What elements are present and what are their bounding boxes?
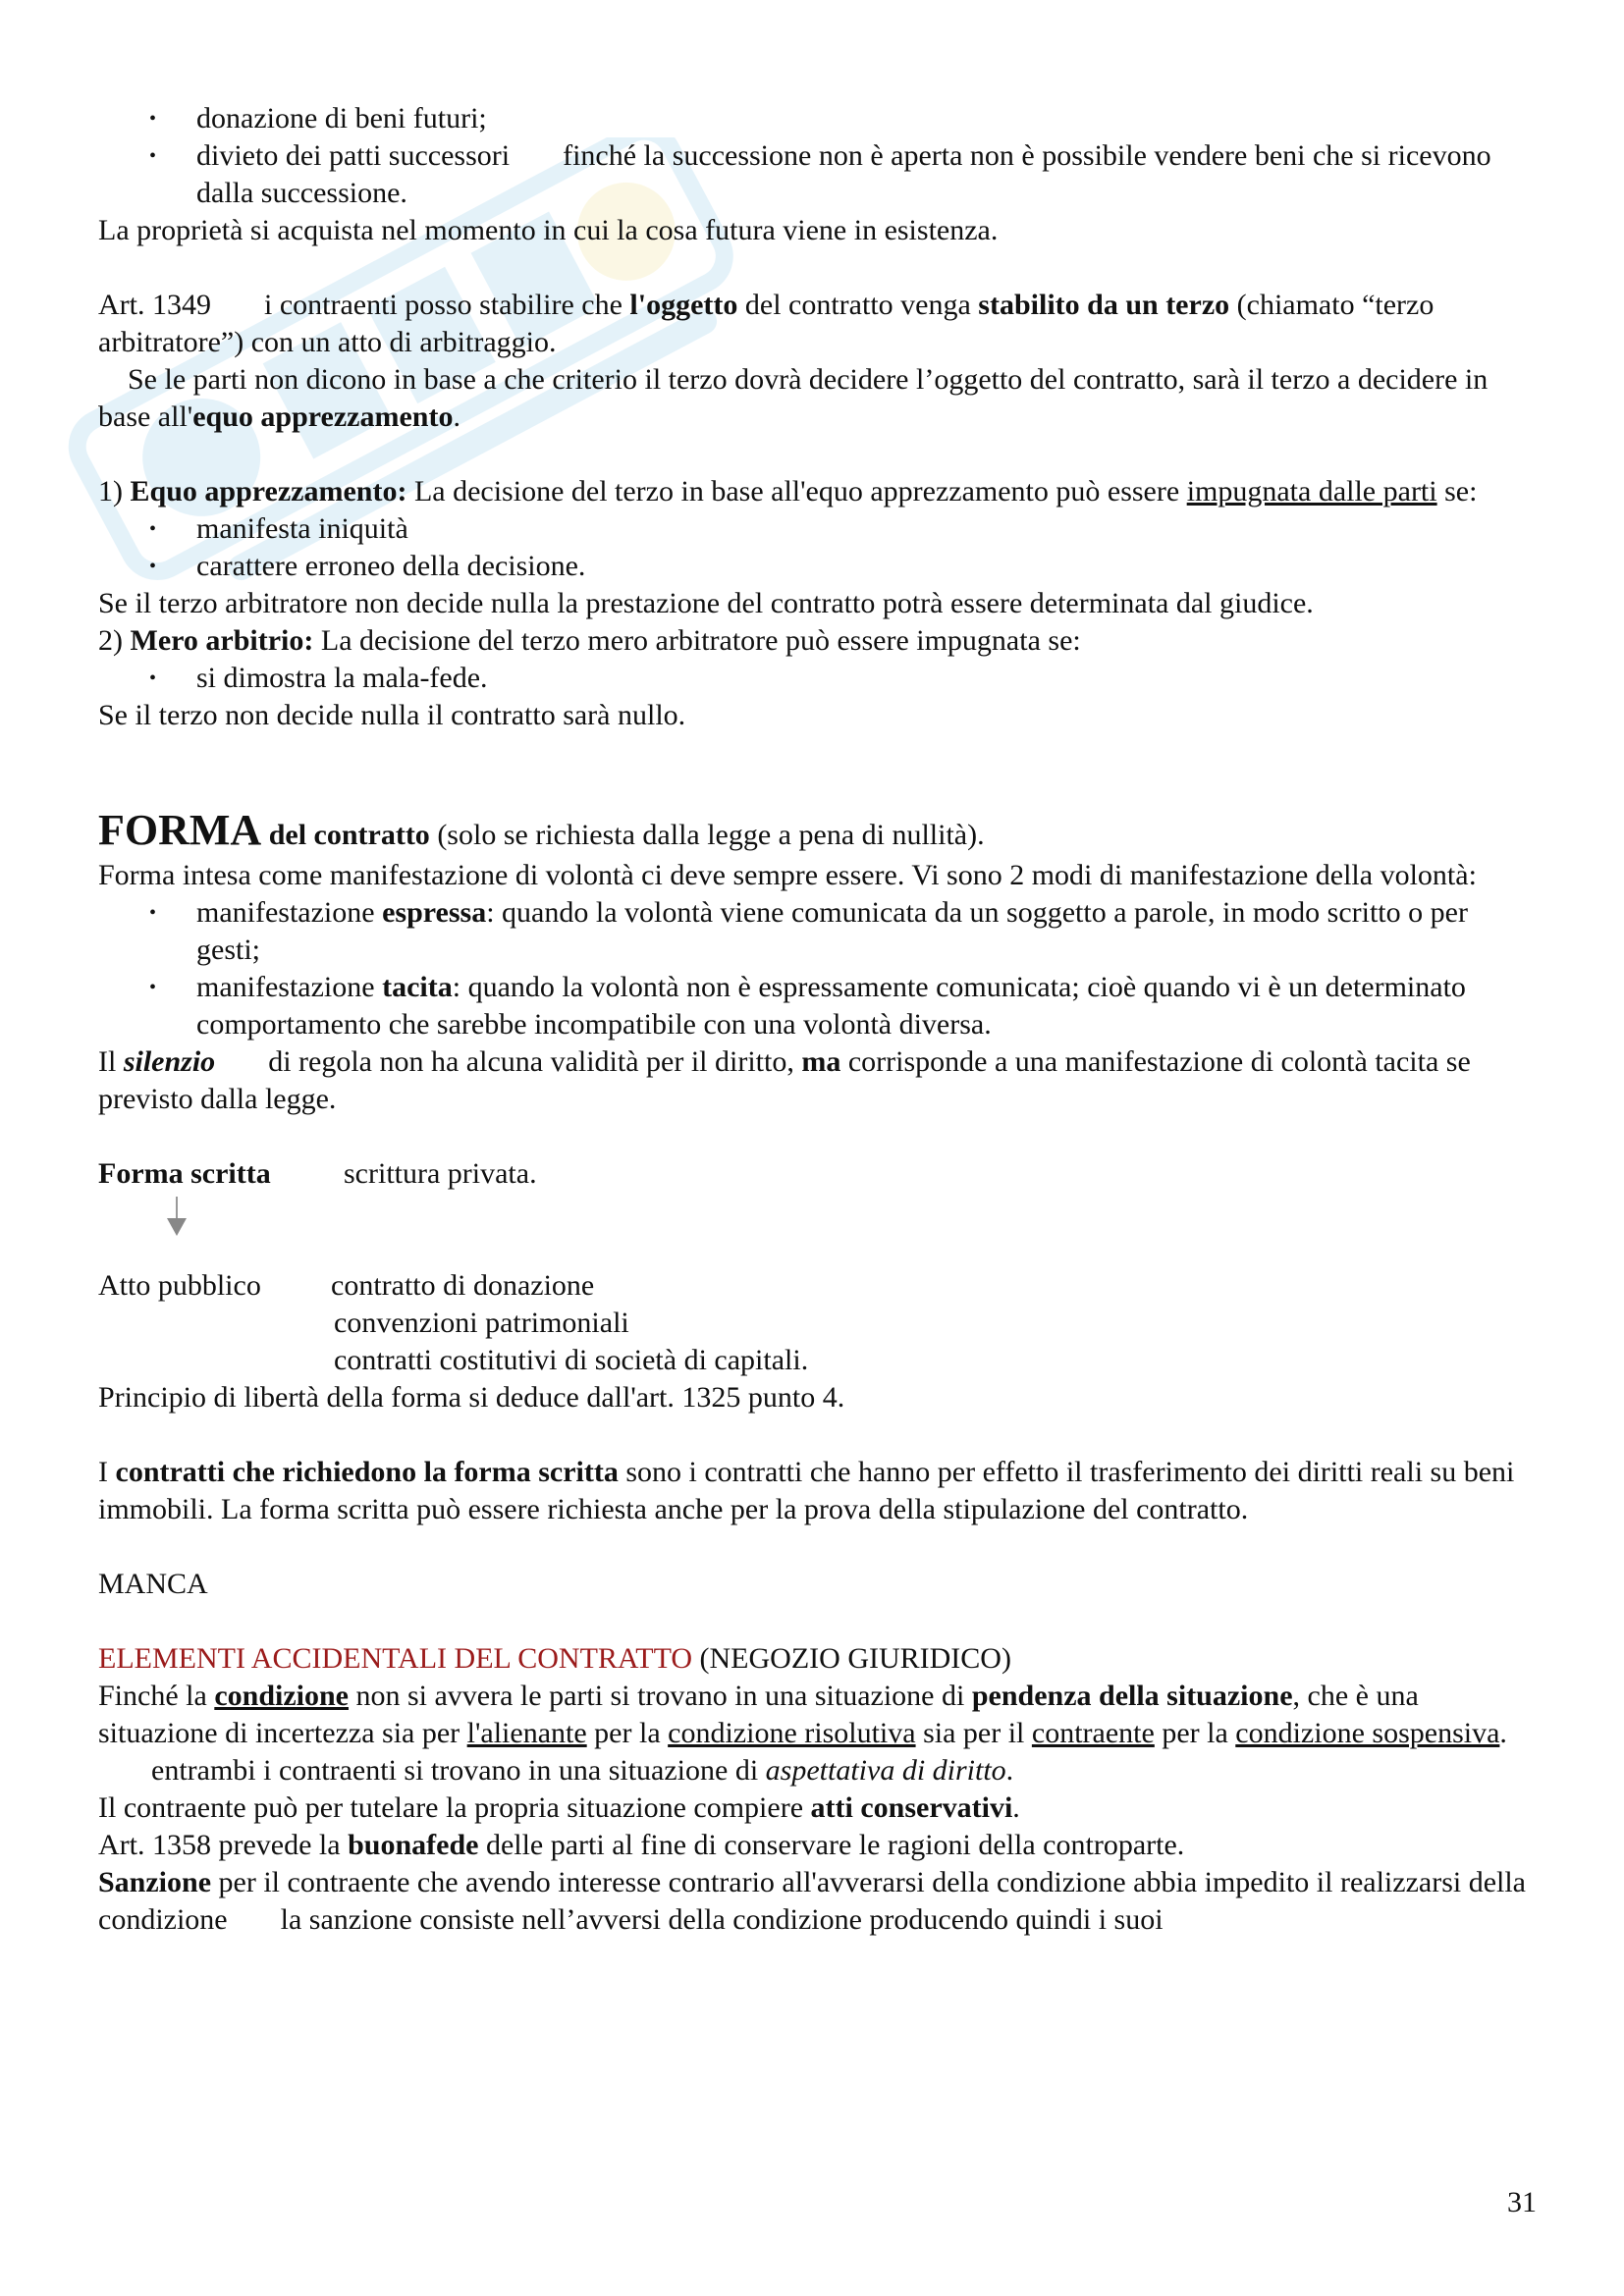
mero-paragraph: 2) Mero arbitrio: La decisione del terzo mero arbitratore può essere impugnata se: [98, 624, 1081, 657]
list-item: • divieto dei patti successori finché la successione non è aperta non è possibile vendere beni che si ricevono dalla successione. [98, 137, 1532, 212]
equo-after-paragraph: Se il terzo arbitratore non decide nulla la prestazione del contratto potrà essere determinata dal giudice. [98, 587, 1314, 619]
list-item: • donazione di beni futuri; [98, 100, 1532, 137]
list-item: • carattere erroneo della decisione. [98, 548, 1532, 585]
elementi-paragraph-2: Il contraente può per tutelare la propria situazione compiere atti conservativi. [98, 1791, 1020, 1824]
forma-bullet-list [98, 894, 1532, 1043]
list-item: • manifestazione tacita: quando la volontà non è espressamente comunicata; cioè quando vi è un determinato comportamento che sarebbe incompatibile con una volontà diversa. [98, 969, 1532, 1043]
atto-item: contratti costitutivi di società di capitali. [334, 1344, 809, 1376]
list-item: • manifesta iniquità [98, 510, 1532, 548]
down-arrow-icon [98, 1193, 1532, 1267]
mero-bullet-list [98, 660, 1532, 697]
page-number: 31 [1507, 2186, 1537, 2218]
atto-item: convenzioni patrimoniali [334, 1307, 629, 1339]
equo-paragraph: 1) Equo apprezzamento: La decisione del terzo in base all'equo apprezzamento può essere impugnata dalle parti se: [98, 475, 1478, 507]
art1349-paragraph: Art. 1349 i contraenti posso stabilire che l'oggetto del contratto venga stabilito da un terzo (chiamato “terzo arbitratore”) con un atto di arbitraggio. [98, 289, 1435, 358]
mero-after-paragraph: Se il terzo non decide nulla il contratto sarà nullo. [98, 699, 686, 731]
list-item: • si dimostra la mala-fede. [98, 660, 1532, 697]
elementi-heading: ELEMENTI ACCIDENTALI DEL CONTRATTO (NEGOZIO GIURIDICO) [98, 1642, 1011, 1675]
top-bullet-list [98, 100, 1532, 212]
equo-bullet-list [98, 510, 1532, 585]
manca-label: MANCA [98, 1568, 208, 1600]
proprieta-paragraph: La proprietà si acquista nel momento in cui la cosa futura viene in esistenza. [98, 214, 999, 246]
document-body [98, 100, 1532, 1939]
forma-scritta-line: Forma scritta scrittura privata. [98, 1157, 537, 1190]
se-parti-paragraph: Se le parti non dicono in base a che criterio il terzo dovrà decidere l’oggetto del contratto, sarà il terzo a decidere in base all'equo apprezzamento. [98, 363, 1489, 433]
forma-intro: Forma intesa come manifestazione di volontà ci deve sempre essere. Vi sono 2 modi di manifestazione della volontà: [98, 859, 1477, 891]
forma-heading: FORMA del contratto (solo se richiesta dalla legge a pena di nullità). [98, 806, 985, 854]
silenzio-paragraph: Il silenzio di regola non ha alcuna validità per il diritto, ma corrisponde a una manifestazione di colontà tacita se previsto dalla legge. [98, 1045, 1471, 1115]
contratti-paragraph: I contratti che richiedono la forma scritta sono i contratti che hanno per effetto il trasferimento dei diritti reali su beni immobili. La forma scritta può essere richiesta anche per la prova della stipulazione del contratto. [98, 1456, 1515, 1525]
atto-pubblico-line: Atto pubblico contratto di donazione [98, 1269, 595, 1302]
principio-paragraph: Principio di libertà della forma si deduce dall'art. 1325 punto 4. [98, 1381, 845, 1414]
elementi-paragraph-3: Art. 1358 prevede la buonafede delle parti al fine di conservare le ragioni della controparte. [98, 1829, 1185, 1861]
list-item: • manifestazione espressa: quando la volontà viene comunicata da un soggetto a parole, in modo scritto o per gesti; [98, 894, 1532, 969]
elementi-paragraph-4: Sanzione per il contraente che avendo interesse contrario all'avverarsi della condizione abbia impedito il realizzarsi della condizione la sanzione consiste nell’avversi della condizione producendo quindi i suoi [98, 1866, 1527, 1936]
elementi-paragraph-1: Finché la condizione non si avvera le parti si trovano in una situazione di pendenza della situazione, che è una situazione di incertezza sia per l'alienante per la condizione risolutiva sia per il contraente per la condizione sospensiva.entrambi i contraenti si trovano in una situazione di aspettativa di diritto. [98, 1680, 1507, 1787]
